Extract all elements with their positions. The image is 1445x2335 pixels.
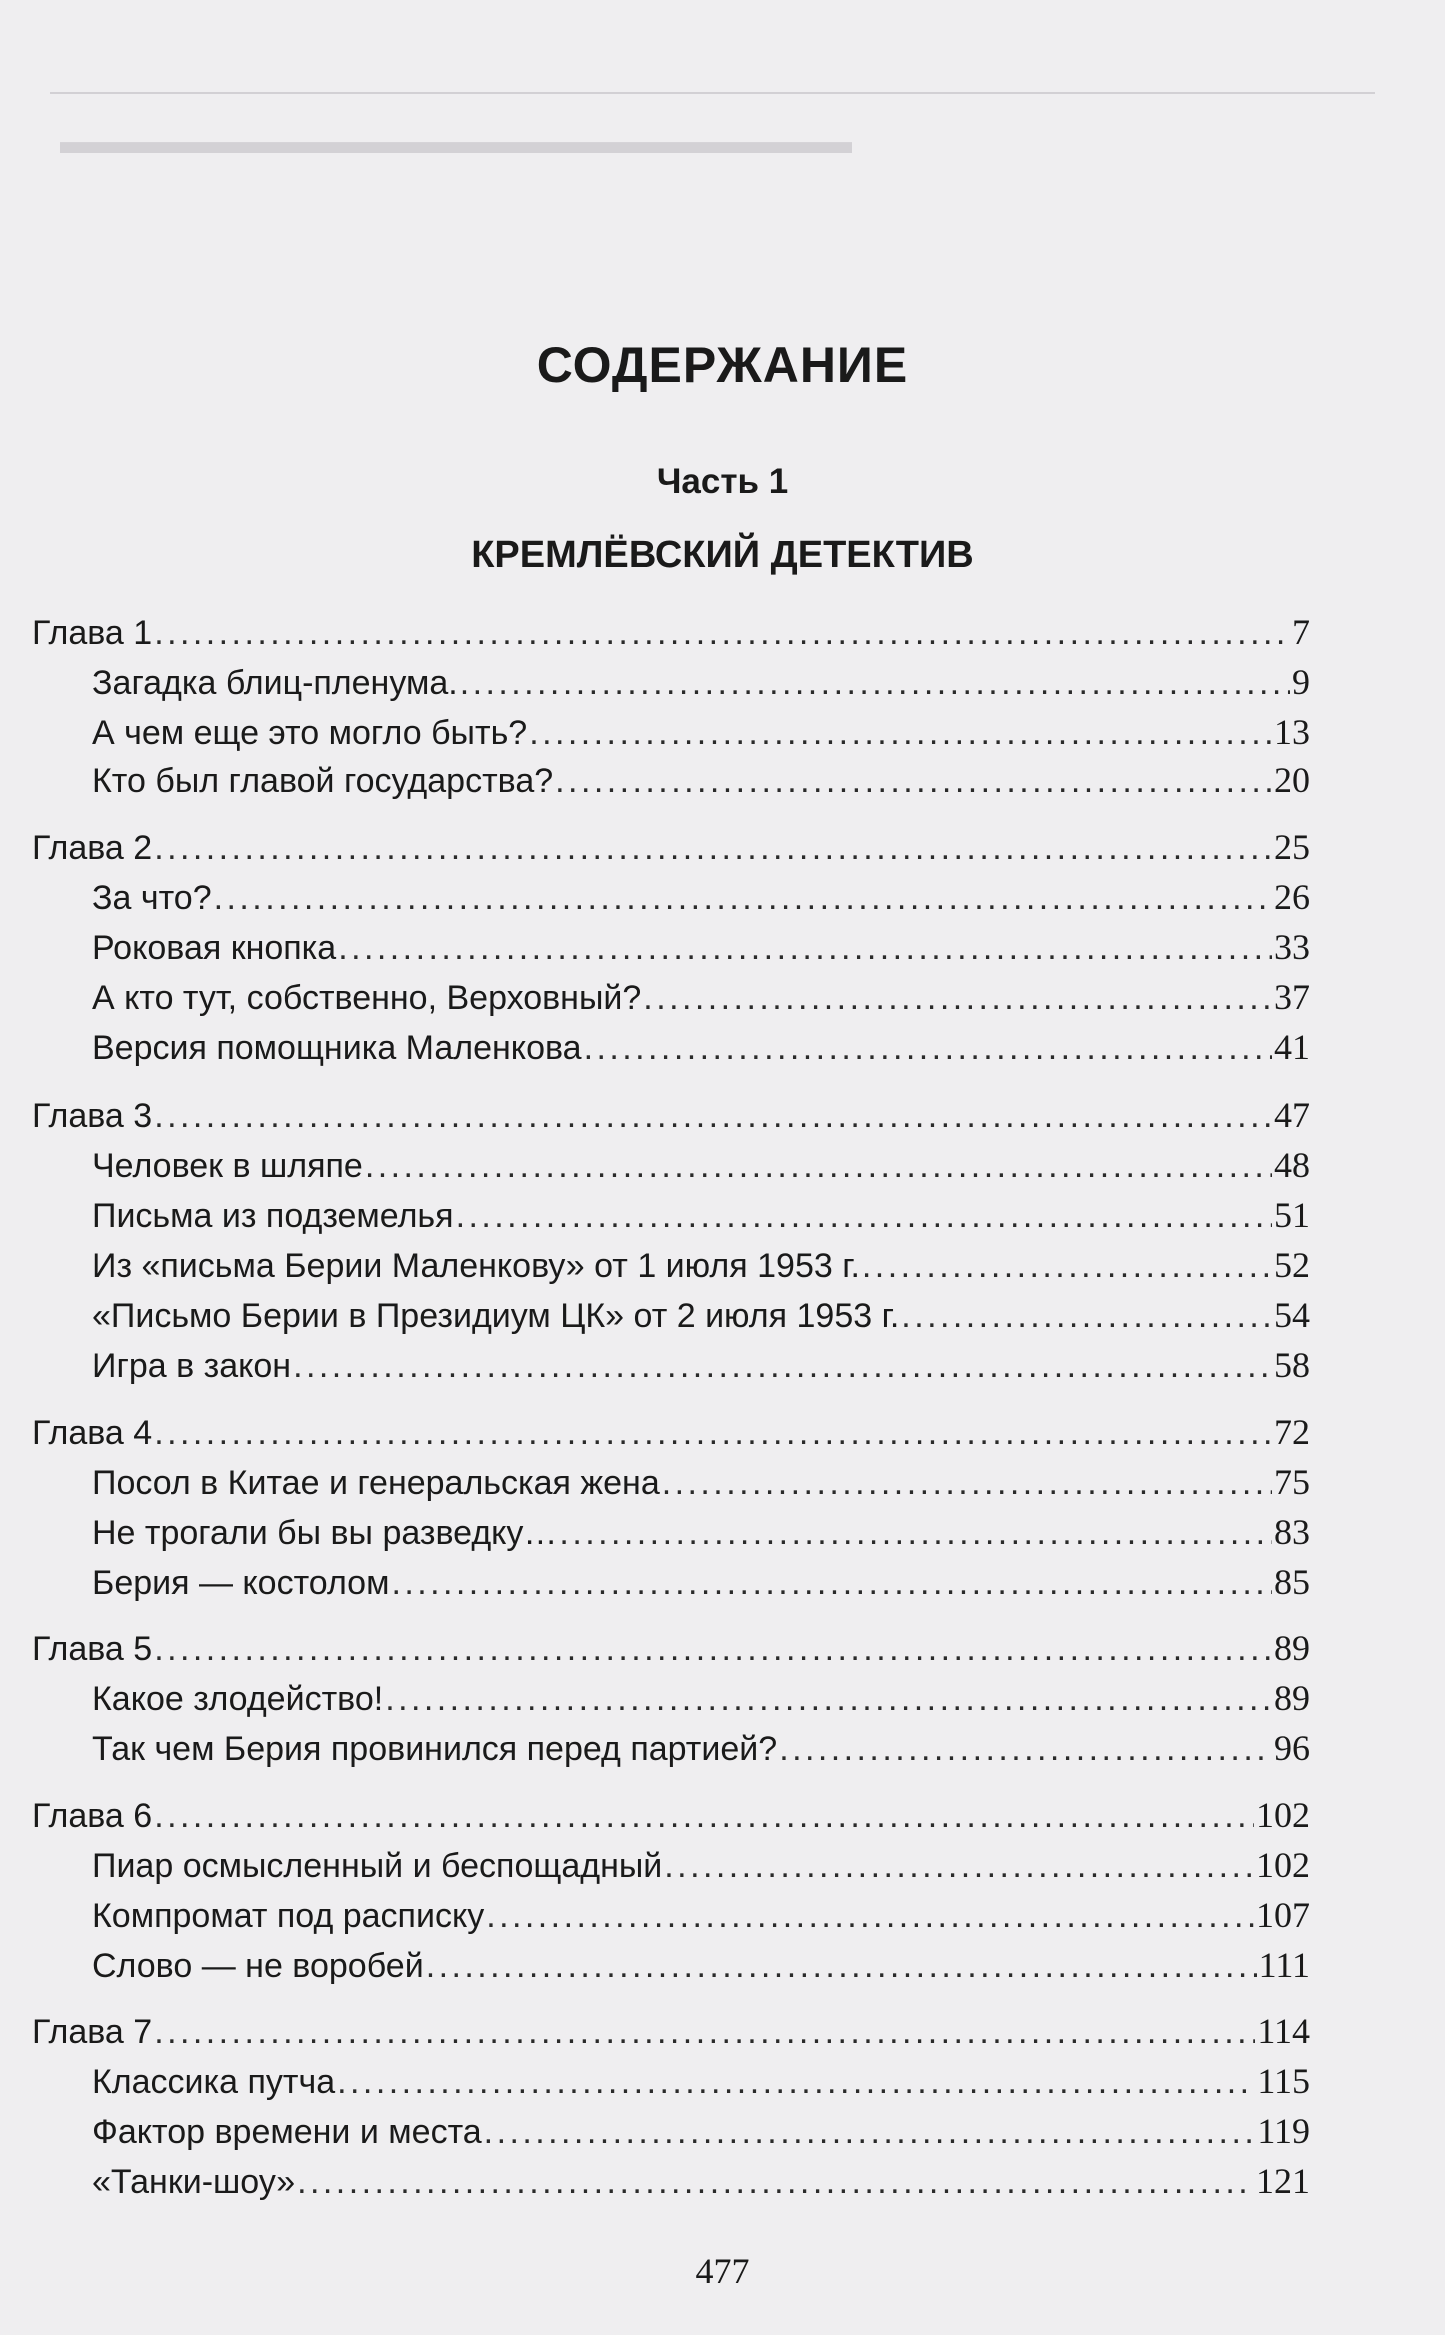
show-through-rule (50, 92, 1375, 94)
entry-page-number: 58 (1274, 1345, 1310, 1385)
dot-leader (901, 1296, 1272, 1336)
dot-leader (559, 1513, 1272, 1553)
dot-leader (154, 2012, 1255, 2052)
show-through-text: ▬▬▬▬▬▬▬▬▬▬▬▬▬▬▬▬▬▬▬▬▬▬ (60, 121, 852, 161)
toc-section-entry (92, 2061, 1310, 2102)
dot-leader (426, 1946, 1257, 1986)
entry-title: Слово — не воробей (92, 1947, 424, 1985)
entry-page-number: 33 (1274, 927, 1310, 967)
toc-section-entry (92, 977, 1310, 1018)
entry-page-number: 114 (1257, 2011, 1310, 2051)
toc-section-entry (92, 1945, 1310, 1986)
entry-title: Человек в шляпе (92, 1147, 363, 1185)
entry-page-number: 48 (1274, 1145, 1310, 1185)
dot-leader (214, 878, 1272, 918)
entry-title: А чем еще это могло быть? (92, 714, 528, 752)
entry-page-number: 41 (1274, 1027, 1310, 1067)
dot-leader (297, 2162, 1254, 2202)
toc-section-entry (92, 760, 1310, 801)
dot-leader (862, 1246, 1272, 1286)
toc-chapter-entry (32, 1095, 1310, 1136)
entry-title: Глава 3 (32, 1097, 153, 1135)
entry-page-number: 89 (1274, 1678, 1310, 1718)
entry-title: Так чем Берия провинился перед партией? (92, 1730, 778, 1768)
entry-page-number: 13 (1274, 712, 1310, 752)
toc-section-entry (92, 1678, 1310, 1719)
toc-section-entry (92, 1895, 1310, 1936)
entry-title: Классика путча (92, 2063, 336, 2101)
entry-page-number: 111 (1258, 1945, 1310, 1985)
entry-page-number: 72 (1274, 1412, 1310, 1452)
toc-section-entry (92, 2161, 1310, 2202)
part-heading: Часть 1 (656, 462, 789, 501)
toc-section-entry (92, 1027, 1310, 1068)
entry-page-number: 51 (1274, 1195, 1310, 1235)
dot-leader (664, 1846, 1254, 1886)
page-number: 477 (695, 2251, 750, 2291)
entry-page-number: 9 (1292, 662, 1310, 702)
dot-leader (154, 613, 1290, 653)
entry-page-number: 85 (1274, 1562, 1310, 1602)
entry-title: «Танки-шоу» (92, 2163, 296, 2201)
entry-title: Игра в закон (92, 1347, 292, 1385)
dot-leader (391, 1563, 1272, 1603)
dot-leader (486, 1896, 1254, 1936)
entry-title: Кто был главой государства? (92, 762, 554, 800)
toc-section-entry (92, 712, 1310, 753)
entry-page-number: 25 (1274, 827, 1310, 867)
entry-title: Посол в Китае и генеральская жена (92, 1464, 660, 1502)
entry-title: Компромат под расписку (92, 1897, 485, 1935)
entry-title: Глава 2 (32, 829, 153, 867)
entry-title: Версия помощника Маленкова (92, 1029, 582, 1067)
entry-page-number: 52 (1274, 1245, 1310, 1285)
dot-leader (154, 1096, 1272, 1136)
toc-section-entry (92, 1562, 1310, 1603)
entry-page-number: 102 (1256, 1845, 1310, 1885)
dot-leader (385, 1679, 1272, 1719)
entry-page-number: 107 (1256, 1895, 1310, 1935)
entry-page-number: 47 (1274, 1095, 1310, 1135)
toc-section-entry (92, 1245, 1310, 1286)
entry-page-number: 119 (1257, 2111, 1310, 2151)
dot-leader (662, 1463, 1272, 1503)
dot-leader (293, 1346, 1272, 1386)
entry-page-number: 54 (1274, 1295, 1310, 1335)
entry-title: А кто тут, собственно, Верховный? (92, 979, 642, 1017)
toc-section-entry (92, 662, 1310, 703)
dot-leader (584, 1028, 1272, 1068)
toc-section-entry (92, 927, 1310, 968)
dot-leader (154, 1796, 1254, 1836)
entry-page-number: 89 (1274, 1628, 1310, 1668)
entry-title: Загадка блиц-пленума. (92, 664, 458, 702)
dot-leader (337, 2062, 1255, 2102)
toc-section-entry (92, 2111, 1310, 2152)
dot-leader (154, 1413, 1272, 1453)
dot-leader (779, 1729, 1272, 1769)
entry-title: Какое злодейство! (92, 1680, 384, 1718)
entry-title: Глава 1 (32, 614, 153, 652)
toc-chapter-entry (32, 1795, 1310, 1836)
entry-title: За что? (92, 879, 212, 917)
entry-title: Пиар осмысленный и беспощадный (92, 1847, 663, 1885)
dot-leader (460, 663, 1290, 703)
toc-section-entry (92, 1462, 1310, 1503)
dot-leader (484, 2112, 1256, 2152)
entry-title: Фактор времени и места (92, 2113, 482, 2151)
entry-title: Глава 6 (32, 1797, 153, 1835)
toc-chapter-entry (32, 612, 1310, 653)
dot-leader (154, 828, 1272, 868)
toc-chapter-entry (32, 1412, 1310, 1453)
entry-title: Глава 5 (32, 1630, 153, 1668)
toc-section-entry (92, 1728, 1310, 1769)
entry-page-number: 75 (1274, 1462, 1310, 1502)
toc-section-entry (92, 1295, 1310, 1336)
toc-section-entry (92, 1195, 1310, 1236)
toc-section-entry (92, 1845, 1310, 1886)
entry-title: Роковая кнопка (92, 929, 337, 967)
toc-section-entry (92, 1145, 1310, 1186)
entry-title: Не трогали бы вы разведку… (92, 1514, 558, 1552)
toc-chapter-entry (32, 2011, 1310, 2052)
entry-title: Из «письма Берии Маленкову» от 1 июля 1953 г. (92, 1247, 860, 1285)
dot-leader (154, 1629, 1272, 1669)
entry-title: Берия — костолом (92, 1564, 390, 1602)
entry-page-number: 96 (1274, 1728, 1310, 1768)
entry-page-number: 7 (1292, 612, 1310, 652)
entry-page-number: 83 (1274, 1512, 1310, 1552)
page-title: СОДЕРЖАНИЕ (536, 337, 909, 393)
entry-page-number: 121 (1256, 2161, 1310, 2201)
entry-title: Глава 4 (32, 1414, 153, 1452)
entry-page-number: 115 (1257, 2061, 1310, 2101)
dot-leader (338, 928, 1272, 968)
toc-chapter-entry (32, 1628, 1310, 1669)
toc-section-entry (92, 1345, 1310, 1386)
part-title: КРЕМЛЁВСКИЙ ДЕТЕКТИВ (471, 534, 974, 576)
toc-section-entry (92, 877, 1310, 918)
dot-leader (365, 1146, 1272, 1186)
dot-leader (555, 761, 1272, 801)
entry-title: «Письмо Берии в Президиум ЦК» от 2 июля 1953 г. (92, 1297, 900, 1335)
toc-section-entry (92, 1512, 1310, 1553)
dot-leader (643, 978, 1272, 1018)
entry-page-number: 102 (1256, 1795, 1310, 1835)
dot-leader (529, 713, 1272, 753)
toc-chapter-entry (32, 827, 1310, 868)
dot-leader (456, 1196, 1272, 1236)
entry-title: Письма из подземелья (92, 1197, 454, 1235)
entry-title: Глава 7 (32, 2013, 153, 2051)
entry-page-number: 37 (1274, 977, 1310, 1017)
entry-page-number: 20 (1274, 760, 1310, 800)
entry-page-number: 26 (1274, 877, 1310, 917)
